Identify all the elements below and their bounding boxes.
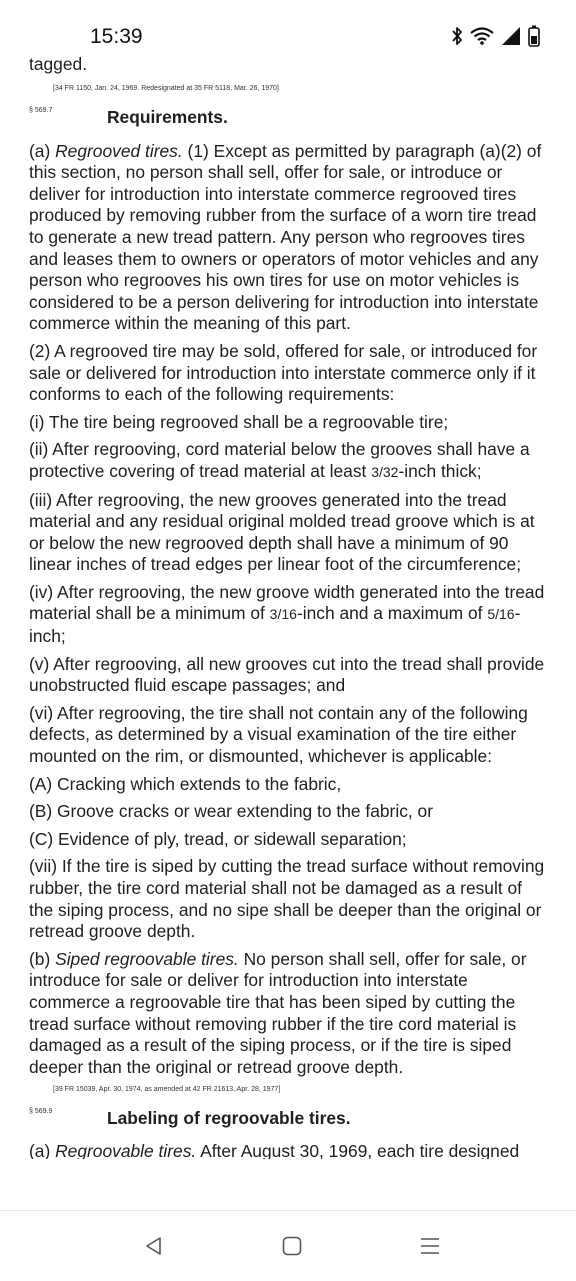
- section-title: Labeling of regroovable tires.: [107, 1108, 351, 1129]
- paragraph-vi: (vi) After regrooving, the tire shall not contain any of the following defects, as determined by a visual examination of the tire either mounted on the rim, or dismounted, whichever is applicable:: [29, 702, 528, 767]
- paragraph-tagged: tagged.: [29, 54, 88, 74]
- recents-button[interactable]: [410, 1231, 450, 1261]
- fraction: 3/32: [371, 463, 399, 480]
- fraction: 3/16: [269, 606, 297, 623]
- citation: [34 FR 1150, Jan. 24, 1969. Redesignated at 35 FR 5118, Mar. 26, 1970]: [53, 84, 279, 92]
- fraction: 5/16: [487, 606, 515, 623]
- paragraph-B: (B) Groove cracks or wear extending to the fabric, or: [29, 801, 434, 822]
- status-bar: [0, 0, 576, 58]
- paragraph-labeling-a: (a) Regroovable tires. After August 30, 1969, each tire designed: [29, 1141, 520, 1160]
- home-button[interactable]: [272, 1231, 312, 1261]
- paragraph-a-heading: Regrooved tires.: [55, 140, 183, 161]
- status-icons: [451, 25, 540, 47]
- back-button[interactable]: [134, 1231, 174, 1261]
- section-number: § 569.7: [29, 106, 53, 114]
- paragraph-a2: (2) A regrooved tire may be sold, offered for sale, or introduced for sale or delivered for introduction into interstate commerce only if it conforms to each of the following requirements:: [29, 340, 538, 405]
- paragraph-i: (i) The tire being regrooved shall be a regroovable tire;: [29, 411, 449, 432]
- paragraph-a: (a) Regrooved tires. (1) Except as permitted by paragraph (a)(2) of this section, no person shall sell, offer for sale, or introduce or deliver for introduction into interstate commerce regrooved tires produced by removing rubber from the surface of a worn tire tread to generate a new tread pattern. Any person who regrooves tires and leases them to owners or operators of motor vehicles and any person who regrooves his own tires for use on motor vehicles is considered to be a person delivering for introduction into interstate commerce within the meaning of this part.: [29, 140, 542, 334]
- citation: [39 FR 15039, Apr. 30, 1974, as amended at 42 FR 21613, Apr. 28, 1977]: [53, 1086, 281, 1094]
- navigation-bar: [0, 1210, 576, 1281]
- wifi-icon: [470, 27, 494, 45]
- section-heading: [29, 1107, 549, 1133]
- paragraph-A: (A) Cracking which extends to the fabric,: [29, 773, 342, 794]
- battery-icon: [528, 25, 540, 47]
- paragraph-labeling-a-heading: Regroovable tires.: [55, 1141, 197, 1160]
- paragraph-b-heading: Siped regroovable tires.: [55, 948, 239, 969]
- paragraph-C: (C) Evidence of ply, tread, or sidewall separation;: [29, 828, 407, 849]
- paragraph-vii: (vii) If the tire is siped by cutting the tread surface without removing rubber, the tire cord material shall not be damaged as a result of the siping process, and no sipe shall be deeper than the original or retread groove depth.: [29, 856, 545, 942]
- bluetooth-icon: [451, 26, 463, 46]
- signal-icon: [501, 26, 521, 46]
- paragraph-v: (v) After regrooving, all new grooves cut into the tread shall provide unobstructed fluid escape passages; and: [29, 653, 545, 696]
- paragraph-b: (b) Siped regroovable tires. No person shall sell, offer for sale, or introduce for sale or deliver for introduction into interstate commerce a regroovable tire that has been siped by cutting the tread surface without removing rubber if the tire cord material is damaged as a result of the siping process, or if the tire is siped deeper than the original or retread groove depth.: [29, 948, 527, 1077]
- back-icon: [143, 1235, 165, 1257]
- section-heading: [29, 106, 549, 132]
- paragraph-ii: (ii) After regrooving, cord material below the grooves shall have a protective covering of tread material at least 3/32-inch thick;: [29, 439, 530, 481]
- home-icon: [281, 1235, 303, 1257]
- section-title: Requirements.: [107, 106, 228, 127]
- paragraph-iv: (iv) After regrooving, the new groove width generated into the tread material shall be a minimum of 3/16-inch and a maximum of 5/16-inch;: [29, 581, 545, 647]
- paragraph-iii: (iii) After regrooving, the new grooves generated into the tread material and any residual original molded tread groove which is at or below the new regrooved depth shall have a minimum of 90 linear inches of tread edges per linear foot of the circumference;: [29, 489, 535, 575]
- menu-icon: [419, 1235, 441, 1257]
- section-number: § 569.9: [29, 1108, 53, 1116]
- status-time: 15:39: [90, 25, 143, 48]
- document-content: [29, 54, 549, 1159]
